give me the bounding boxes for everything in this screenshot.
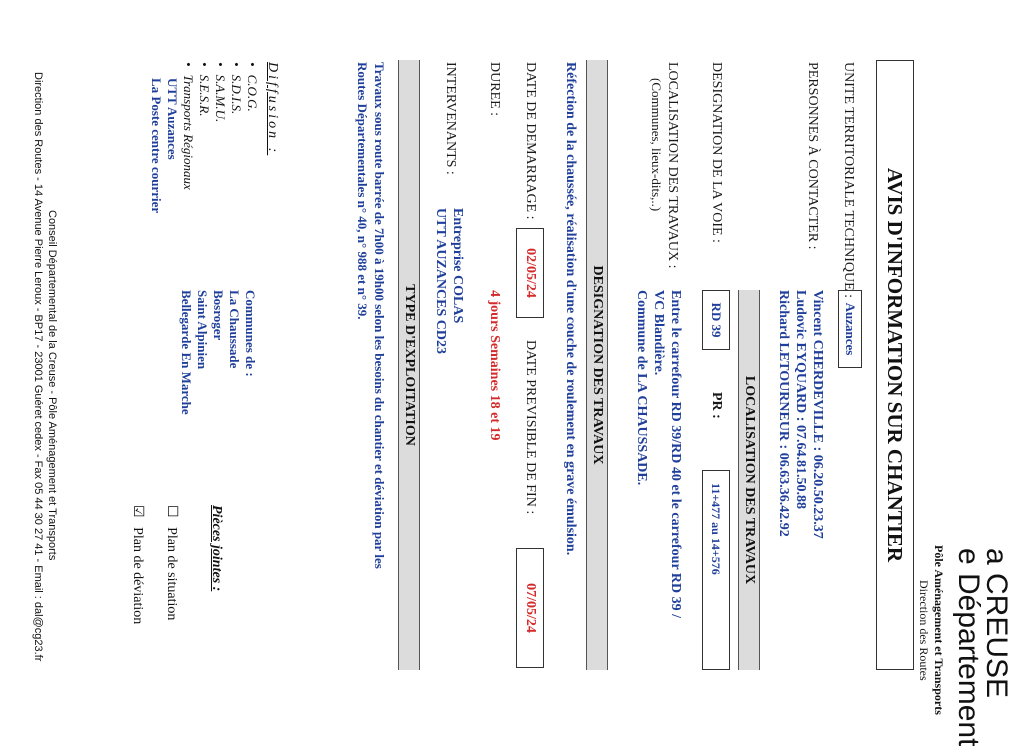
end-date-value: 07/05/24 bbox=[523, 583, 538, 633]
contacts-list bbox=[775, 290, 826, 539]
contact-person: Ludovic EYQUARD : 07.64.81.50.88 bbox=[793, 290, 808, 509]
unite-label: UNITE TERRITORIALE TECHNIQUE : bbox=[841, 62, 856, 299]
travaux-description: Réfection de la chaussée, réalisation d'une couche de roulement en grave émulsion. bbox=[563, 62, 578, 556]
exploitation-text bbox=[354, 62, 388, 569]
diffusion-item: • S.D.I.S. bbox=[228, 62, 244, 213]
intervenants-list bbox=[432, 208, 466, 354]
piece-item bbox=[120, 505, 154, 624]
diffusion-item: • C.O.G. bbox=[244, 62, 260, 213]
start-date-value: 02/05/24 bbox=[523, 248, 538, 298]
footer-line2: Direction des Routes - 14 Avenue Pierre Leroux - BP17 - 23001 Guéret cedex - Fax 05 44 30 27 41 - Email : dal@cg23.fr bbox=[32, 72, 44, 662]
diffusion-label: Diffusion : bbox=[265, 62, 280, 156]
logo-line1: a CREUSE bbox=[980, 548, 1013, 699]
localisation-section-head: LOCALISATION DES TRAVAUX bbox=[738, 290, 760, 670]
unite-box bbox=[838, 290, 862, 368]
page-title: AVIS D'INFORMATION SUR CHANTIER bbox=[883, 167, 907, 563]
unite-value: Auzances bbox=[843, 302, 858, 356]
duree-label: DUREE : bbox=[487, 62, 502, 117]
pr-box bbox=[702, 470, 730, 670]
end-date-label: DATE PREVISIBLE DE FIN : bbox=[523, 340, 538, 515]
pr-label: PR : bbox=[709, 392, 724, 419]
designation-section-head: DESIGNATION DES TRAVAUX bbox=[586, 60, 608, 670]
footer-line1: Conseil Départemental de la Creuse - Pôle Aménagement et Transports bbox=[46, 210, 58, 561]
piece-text: Plan de déviation bbox=[130, 527, 145, 625]
communes-block bbox=[178, 290, 258, 415]
pieces-list bbox=[120, 505, 188, 624]
contact-person: Richard LETOURNEUR : 06.63.36.42.92 bbox=[776, 290, 791, 537]
diffusion-extra: UTT Auzances bbox=[165, 78, 180, 160]
localisation-line: VC Blandière. bbox=[651, 290, 666, 376]
localisation-line: Entre le carrefour RD 39/RD 40 et le carrefour RD 39 / bbox=[668, 290, 683, 619]
piece-item bbox=[154, 505, 188, 624]
voie-box bbox=[702, 290, 730, 350]
localisation-lines bbox=[633, 290, 684, 618]
diffusion-item: • S.E.S.R. bbox=[196, 62, 212, 213]
voie-value: RD 39 bbox=[709, 302, 724, 338]
intervenant-line: UTT AUZANCES CD23 bbox=[433, 208, 448, 354]
end-date-box bbox=[516, 548, 544, 668]
commune-item: Bosroger bbox=[211, 290, 226, 341]
pieces-label: Pièces jointes : bbox=[209, 505, 224, 592]
intervenants-label: INTERVENANTS : bbox=[443, 62, 458, 175]
title-box bbox=[876, 60, 914, 670]
duree-value: 4 jours Semaines 18 et 19 bbox=[487, 290, 502, 441]
exploitation-line: Travaux sous route barrée de 7h00 à 19h00 selon les besoins du chantier et déviation par les bbox=[372, 62, 387, 569]
localisation-line: Commune de LA CHAUSSADE. bbox=[634, 290, 649, 486]
commune-item: Bellegarde En Marche bbox=[179, 290, 194, 415]
localisation-sublabel: (Communes, lieux-dits,..) bbox=[649, 78, 664, 212]
logo-line2: e Département bbox=[952, 548, 985, 746]
diffusion-list bbox=[148, 62, 260, 213]
pr-value: 11+477 au 14+576 bbox=[709, 483, 723, 575]
localisation-label: LOCALISATION DES TRAVAUX : bbox=[665, 62, 680, 269]
intervenant-line: Entreprise COLAS bbox=[450, 208, 465, 324]
communes-label: Communes de : bbox=[243, 290, 258, 377]
voie-label: DESIGNATION DE LA VOIE : bbox=[709, 62, 724, 243]
checkbox-checked-icon[interactable]: ☑ bbox=[130, 505, 145, 518]
piece-text: Plan de situation bbox=[164, 527, 179, 621]
diffusion-item: • S.A.M.U. bbox=[212, 62, 228, 213]
commune-item: Saint Alpinien bbox=[195, 290, 210, 370]
checkbox-empty-icon[interactable]: ☐ bbox=[164, 505, 179, 518]
contact-person: Vincent CHERDEVILLE : 06.20.50.23.37 bbox=[810, 290, 825, 539]
start-date-box bbox=[516, 228, 544, 318]
header-pole: Pôle Aménagement et Transports bbox=[932, 545, 946, 715]
diffusion-extra: La Poste centre courrier bbox=[149, 78, 164, 214]
logo bbox=[952, 548, 1013, 746]
start-date-label: DATE DE DEMARRAGE : bbox=[523, 62, 538, 220]
contacts-label: PERSONNES À CONTACTER : bbox=[805, 62, 820, 250]
commune-item: La Chaussade bbox=[227, 290, 242, 369]
exploitation-section-head: TYPE D'EXPLOITATION bbox=[398, 60, 420, 670]
header-direction: Direction des Routes bbox=[917, 580, 931, 681]
diffusion-item: • Transports Régionaux bbox=[180, 62, 196, 213]
exploitation-line: Routes Départementales n° 40, n° 988 et n° 39. bbox=[355, 62, 370, 320]
